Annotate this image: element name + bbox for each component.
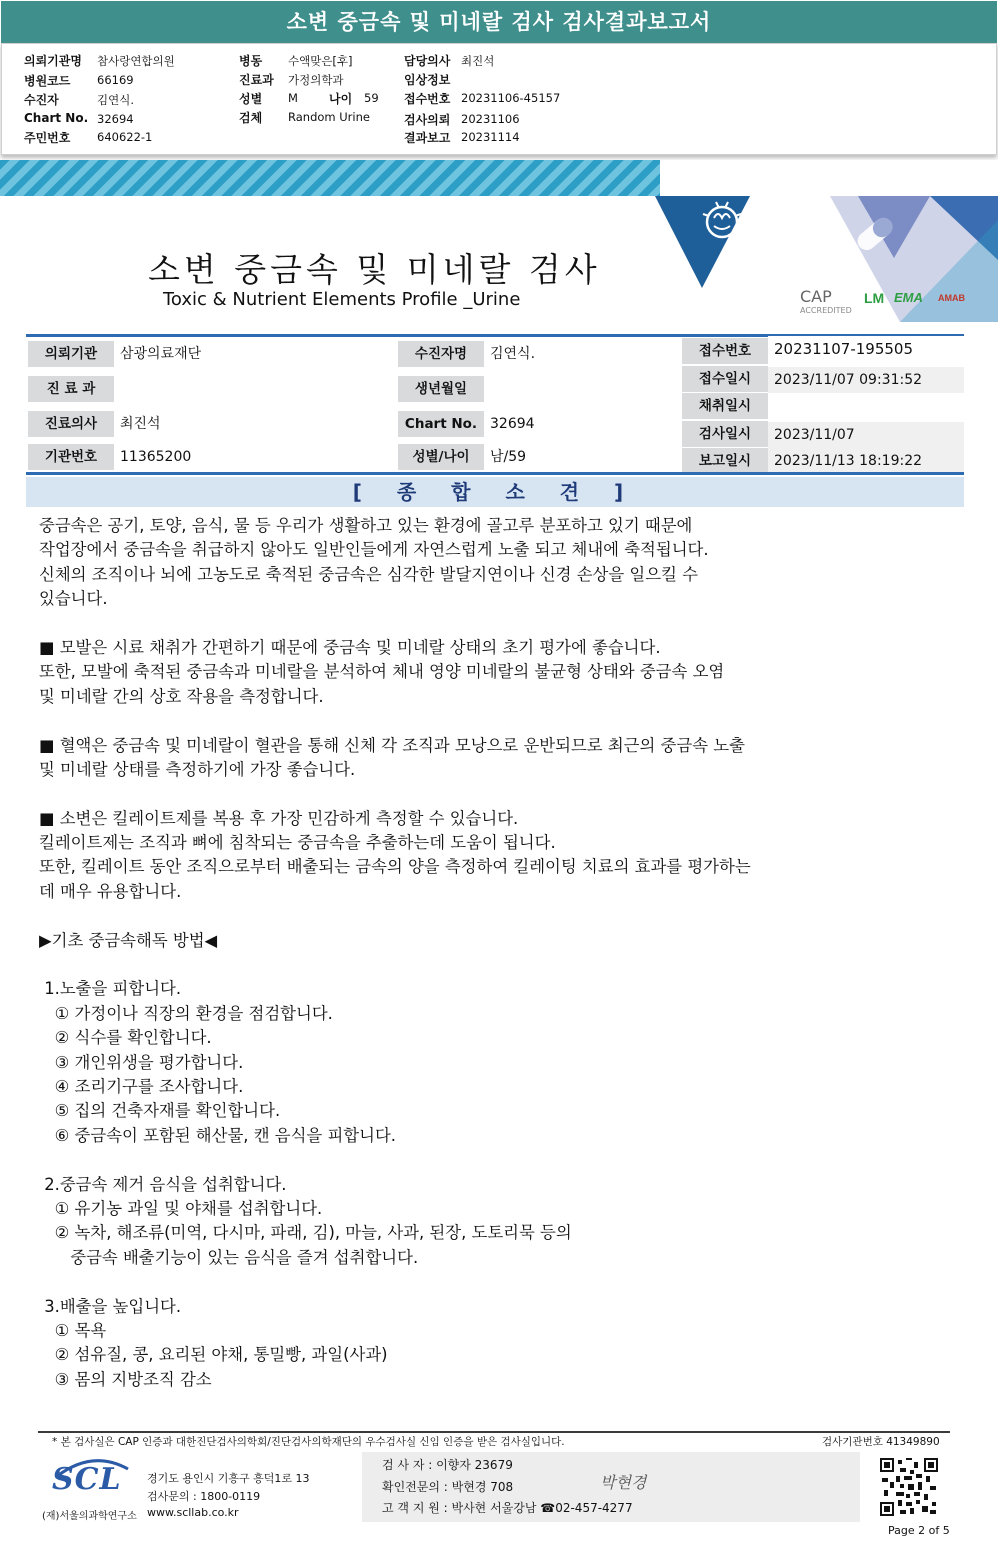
cap-subtext: ACCREDITED xyxy=(800,306,852,315)
text-line: 데 매우 유용합니다. xyxy=(39,881,182,901)
table-value: 남/59 xyxy=(484,444,678,470)
table-label: Chart No. xyxy=(398,411,484,437)
table-value: 2023/11/07 xyxy=(768,422,964,448)
page-number: Page 2 of 5 xyxy=(888,1524,950,1537)
table-label: 기관번호 xyxy=(28,444,114,470)
scl-logo: SCL xyxy=(52,1462,122,1497)
text-line: 작업장에서 중금속을 취급하지 않아도 일반인들에게 자연스럽게 노출 되고 체내에 축적됩니다. xyxy=(39,540,709,560)
table-label: 수진자명 xyxy=(398,341,484,367)
field-label: 검사의뢰 xyxy=(404,113,451,127)
field-value: 20231106 xyxy=(461,112,520,126)
text-line: 신체의 조직이나 뇌에 고농도로 축적된 중금속은 심각한 발달지연이나 신경 손상을 일으킬 수 xyxy=(39,564,698,584)
table-value: 20231107-195505 xyxy=(768,336,964,362)
blank-line xyxy=(39,953,939,977)
table-value: 11365200 xyxy=(114,444,396,470)
field-label: Chart No. xyxy=(24,111,89,125)
customer-support: 고 객 지 원 : 박사현 서울강남 ☎02-457-4277 xyxy=(382,1501,633,1515)
text-line: ④ 조리기구를 조사합니다. xyxy=(39,1076,244,1096)
field-value: Random Urine xyxy=(288,110,370,124)
field-value: 최진석 xyxy=(461,54,495,68)
table-label: 접수번호 xyxy=(682,338,768,364)
blank-line xyxy=(39,1270,939,1294)
text-line: 킬레이트제는 조직과 뼈에 침착되는 중금속을 추출하는데 도움이 됩니다. xyxy=(39,833,556,853)
text-line: 또한, 모발에 축적된 중금속과 미네랄을 분석하여 체내 영양 미네랄의 불균형 상태와 중금속 오염 xyxy=(39,662,725,682)
text-line: 및 미네랄 간의 상호 작용을 측정합니다. xyxy=(39,686,324,706)
field-value: 20231106-45157 xyxy=(461,91,561,105)
table-label: 진료의사 xyxy=(28,411,114,437)
field-label: 수진자 xyxy=(24,93,59,107)
text-line: 중금속은 공기, 토양, 음식, 물 등 우리가 생활하고 있는 환경에 골고루 분포하고 있기 때문에 xyxy=(39,516,693,535)
text-line: ▶기초 중금속해독 방법◀ xyxy=(39,930,218,950)
text-line: ⑥ 중금속이 포함된 해산물, 캔 음식을 피합니다. xyxy=(39,1125,397,1145)
text-line: ② 섬유질, 콩, 요리된 야채, 통밀빵, 과일(사과) xyxy=(39,1345,388,1365)
field-label: 병동 xyxy=(239,54,263,68)
ema-logo: EMA xyxy=(894,290,923,305)
field-value: 32694 xyxy=(97,112,134,126)
lm-logo: LM xyxy=(864,290,885,306)
field-label: 주민번호 xyxy=(24,131,71,145)
test-title: 소변 중금속 및 미네랄 검사 xyxy=(148,250,601,289)
field-value: 가정의학과 xyxy=(288,73,344,87)
table-label: 검사일시 xyxy=(682,421,768,447)
qr-code-icon xyxy=(880,1458,938,1516)
confirming-specialist: 확인전문의 : 박현경 708 xyxy=(382,1480,514,1494)
cap-accredited-logo xyxy=(800,287,852,315)
summary-body-text xyxy=(39,514,939,1392)
field-label: 성별 xyxy=(239,92,263,106)
blank-line xyxy=(39,612,939,636)
field-value: 김연식. xyxy=(97,93,134,107)
text-line: ■ 혈액은 중금속 및 미네랄이 혈관을 통해 신체 각 조직과 모낭으로 운반되므로 최근의 중금속 노출 xyxy=(39,735,745,755)
table-label: 채취일시 xyxy=(682,393,768,419)
field-label: 검체 xyxy=(239,111,263,125)
amab-logo: AMAB xyxy=(938,293,965,303)
field-label: 담당의사 xyxy=(404,54,451,68)
field-value: 640622-1 xyxy=(97,130,153,144)
table-label: 진 료 과 xyxy=(28,376,114,402)
table-value xyxy=(768,393,964,419)
table-label: 생년월일 xyxy=(398,376,484,402)
text-line: ■ 모발은 시료 채취가 간편하기 때문에 중금속 및 미네랄 상태의 초기 평가에 좋습니다. xyxy=(39,637,661,657)
text-line: 또한, 킬레이트 동안 조직으로부터 배출되는 금속의 양을 측정하여 킬레이팅 치료의 효과를 평가하는 xyxy=(39,857,751,877)
field-value: 59 xyxy=(364,91,379,105)
blank-line xyxy=(39,782,939,806)
text-line: ① 유기농 과일 및 야채를 섭취합니다. xyxy=(39,1198,323,1218)
text-line: 2.중금속 제거 음식을 섭취합니다. xyxy=(39,1174,287,1194)
text-line: ⑤ 집의 건축자재를 확인합니다. xyxy=(39,1101,281,1121)
table-value xyxy=(484,376,678,402)
table-value: 삼광의료재단 xyxy=(114,341,396,367)
text-line: 및 미네랄 상태를 측정하기에 가장 좋습니다. xyxy=(39,759,356,779)
field-value: 20231114 xyxy=(461,130,520,144)
table-bottom-border xyxy=(26,472,964,475)
text-line: ② 녹차, 해조류(미역, 다시마, 파래, 김), 마늘, 사과, 된장, 도토리묵 등의 xyxy=(39,1223,572,1243)
lab-name: (재)서울의과학연구소 xyxy=(42,1511,137,1522)
table-value: 김연식. xyxy=(484,341,678,367)
field-label: 접수번호 xyxy=(404,92,451,106)
text-line: 있습니다. xyxy=(39,589,108,609)
certification-note: * 본 검사실은 CAP 인증과 대한진단검사의학회/진단검사의학재단의 우수검사실 신임 인증을 받은 검사실입니다. xyxy=(52,1436,565,1448)
lab-phone: 검사문의 : 1800-0119 xyxy=(147,1490,261,1503)
field-label: 나이 xyxy=(329,92,353,106)
cap-text: CAP xyxy=(800,287,832,306)
field-label: 의뢰기관명 xyxy=(24,54,82,68)
text-line: ① 가정이나 직장의 환경을 점검합니다. xyxy=(39,1003,333,1023)
field-label: 임상정보 xyxy=(404,73,451,87)
field-value: 66169 xyxy=(97,73,134,87)
field-label: 결과보고 xyxy=(404,131,451,145)
test-subtitle: Toxic & Nutrient Elements Profile _Urine xyxy=(163,289,521,310)
examiner: 검 사 자 : 이향자 23679 xyxy=(382,1458,513,1472)
report-title-bar xyxy=(1,1,997,43)
table-label: 의뢰기관 xyxy=(28,341,114,367)
text-line: ② 식수를 확인합니다. xyxy=(39,1028,212,1048)
text-line: ① 목욕 xyxy=(39,1320,107,1340)
report-title: 소변 중금속 및 미네랄 검사 검사결과보고서 xyxy=(286,10,712,34)
blank-line xyxy=(39,1148,939,1172)
text-line: ③ 개인위생을 평가합니다. xyxy=(39,1052,244,1072)
summary-heading: [ 종 합 소 견 ] xyxy=(26,477,964,507)
table-value xyxy=(114,376,396,402)
table-value: 2023/11/13 18:19:22 xyxy=(768,448,964,474)
table-value: 최진석 xyxy=(114,411,396,437)
table-value: 32694 xyxy=(484,411,678,437)
text-line: 3.배출을 높입니다. xyxy=(39,1296,182,1316)
table-label: 보고일시 xyxy=(682,448,768,474)
field-label: 진료과 xyxy=(239,73,274,87)
field-value: 참사랑연합의원 xyxy=(97,54,175,68)
text-line: 1.노출을 피합니다. xyxy=(39,979,182,999)
table-label: 성별/나이 xyxy=(398,444,484,470)
text-line: ③ 몸의 지방조직 감소 xyxy=(39,1369,212,1389)
text-line: 중금속 배출기능이 있는 음식을 즐겨 섭취합니다. xyxy=(39,1247,419,1267)
decorative-stripe-band xyxy=(0,160,660,196)
table-label: 접수일시 xyxy=(682,366,768,392)
blank-line xyxy=(39,904,939,928)
lab-registration-number: 검사기관번호 41349890 xyxy=(822,1436,940,1448)
lab-address: 경기도 용인시 기흥구 흥덕1로 13 xyxy=(147,1472,310,1485)
report-info-panel xyxy=(1,43,997,155)
signature: 박현경 xyxy=(600,1473,647,1492)
lab-website: www.scllab.co.kr xyxy=(147,1506,239,1519)
field-value: 수액맞은[후] xyxy=(288,54,353,68)
blank-line xyxy=(39,709,939,733)
footer-divider xyxy=(38,1431,950,1433)
text-line: ■ 소변은 킬레이트제를 복용 후 가장 민감하게 측정할 수 있습니다. xyxy=(39,808,519,828)
field-value: M xyxy=(288,91,298,105)
field-label: 병원코드 xyxy=(24,74,71,88)
table-value: 2023/11/07 09:31:52 xyxy=(768,367,964,393)
